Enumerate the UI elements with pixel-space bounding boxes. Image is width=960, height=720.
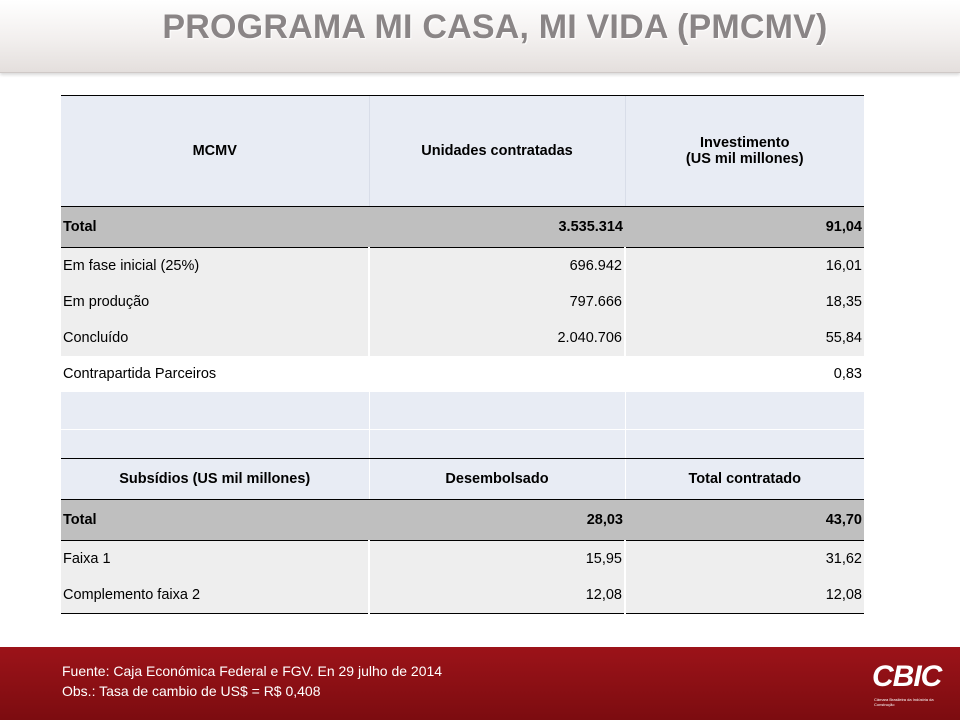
exchange-rate-note: Obs.: Tasa de cambio de US$ = R$ 0,408 [62,683,321,699]
row-disbursed: 28,03 [369,500,625,541]
table-row [61,577,864,614]
row-label: Em fase inicial (25%) [61,248,369,285]
footer-bar [0,647,960,720]
header-subsidies: Subsídios (US mil millones) [61,459,369,500]
row-disbursed: 12,08 [369,577,625,614]
table-row [61,207,864,248]
cbic-logo-text: CBIC [872,660,942,693]
header-units: Unidades contratadas [369,96,625,207]
header-investment-line1: Investimento [700,135,790,151]
subsidies-table-header [61,459,864,500]
row-label: Faixa 1 [61,541,369,578]
row-units: 3.535.314 [369,207,625,248]
table-row [61,248,864,285]
cbic-logo-subtext: Câmara Brasileira da Indústria da Construção [874,697,934,707]
row-investment: 55,84 [625,320,864,356]
table-row [61,320,864,356]
row-units: 696.942 [369,248,625,285]
row-contracted: 31,62 [625,541,864,578]
row-label: Complemento faixa 2 [61,577,369,614]
header-disbursed: Desembolsado [369,459,625,500]
table-row [61,541,864,578]
row-label: Em produção [61,284,369,320]
row-label: Total [61,500,369,541]
row-units: 2.040.706 [369,320,625,356]
header-mcmv: MCMV [61,96,369,207]
source-text: Fuente: Caja Económica Federal e FGV. En 29 julho de 2014 [62,663,443,679]
blank-row [61,392,864,430]
table-row [61,356,864,392]
table-row [61,500,864,541]
subsidies-table [61,458,864,614]
cbic-logo [872,660,944,708]
page-title: PROGRAMA MI CASA, MI VIDA (PMCMV) [162,8,828,46]
row-contracted: 43,70 [625,500,864,541]
row-label: Contrapartida Parceiros [61,356,369,392]
row-units: 797.666 [369,284,625,320]
header-bar [0,0,960,73]
row-label: Concluído [61,320,369,356]
row-disbursed: 15,95 [369,541,625,578]
row-investment: 16,01 [625,248,864,285]
footer-source [62,661,442,701]
header-investment [625,96,864,207]
mcmv-table-header [61,96,864,207]
row-label: Total [61,207,369,248]
table-row [61,284,864,320]
mcmv-table [61,95,864,468]
row-investment: 18,35 [625,284,864,320]
header-investment-line2: (US mil millones) [685,151,804,167]
row-contracted: 12,08 [625,577,864,614]
row-investment: 91,04 [625,207,864,248]
row-investment: 0,83 [625,356,864,392]
row-units [369,356,625,392]
header-contracted: Total contratado [625,459,864,500]
